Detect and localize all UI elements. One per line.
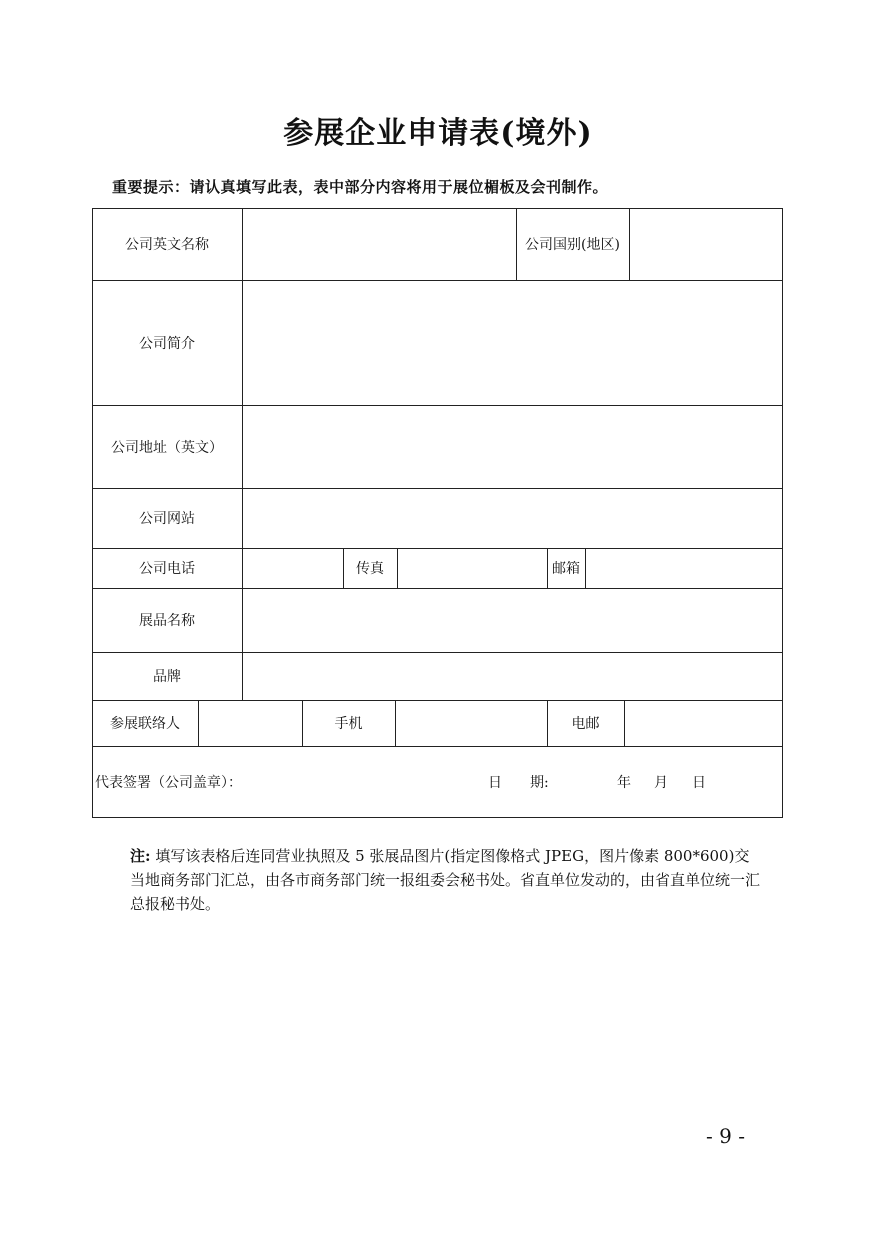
label-brand: 品牌	[153, 669, 181, 685]
label-company-website: 公司网站	[139, 511, 195, 527]
field-email[interactable]	[625, 700, 782, 746]
note-prefix: 注:	[130, 847, 151, 865]
label-exhibit-name: 展品名称	[139, 613, 195, 629]
application-form	[92, 208, 783, 817]
label-month: 月	[654, 774, 668, 791]
field-company-country-region[interactable]	[630, 208, 782, 280]
page-number: - 9 -	[706, 1124, 745, 1148]
label-company-phone: 公司电话	[139, 561, 195, 577]
field-exhibit-name[interactable]	[243, 588, 782, 652]
field-company-website[interactable]	[243, 488, 782, 548]
field-company-address-en[interactable]	[243, 405, 782, 488]
note-paragraph	[130, 844, 760, 916]
label-company-address-en: 公司地址（英文）	[111, 439, 223, 456]
label-email: 电邮	[571, 716, 600, 732]
label-day: 日	[692, 774, 706, 791]
field-company-profile[interactable]	[243, 280, 782, 405]
important-notice: 重要提示：请认真填写此表，表中部分内容将用于展位楣板及会刊制作。	[112, 178, 609, 196]
field-brand[interactable]	[243, 652, 782, 700]
label-mobile: 手机	[334, 716, 363, 732]
page-title: 参展企业申请表(境外)	[283, 116, 593, 151]
label-date: 日 期:	[488, 774, 549, 791]
field-mobile[interactable]	[396, 700, 547, 746]
label-mailbox: 邮箱	[552, 561, 580, 577]
label-company-english-name: 公司英文名称	[125, 237, 209, 253]
label-contact-person: 参展联络人	[110, 716, 180, 732]
label-company-country-region: 公司国别(地区)	[525, 237, 620, 253]
label-fax: 传真	[356, 561, 384, 577]
field-company-phone[interactable]	[243, 548, 343, 588]
field-fax[interactable]	[398, 548, 547, 588]
field-company-english-name[interactable]	[243, 208, 516, 280]
field-mailbox[interactable]	[586, 548, 782, 588]
label-company-profile: 公司简介	[139, 335, 195, 352]
label-signature: 代表签署（公司盖章）：	[95, 774, 242, 791]
field-contact-person[interactable]	[199, 700, 302, 746]
note-text: 填写该表格后连同营业执照及 5 张展品图片(指定图像格式 JPEG，图片像素 800*600)交当地商务部门汇总，由各市商务部门统一报组委会秘书处。省直单位发动的，由省直单位统一汇总报秘书处。	[130, 847, 761, 913]
label-year: 年	[617, 774, 631, 791]
